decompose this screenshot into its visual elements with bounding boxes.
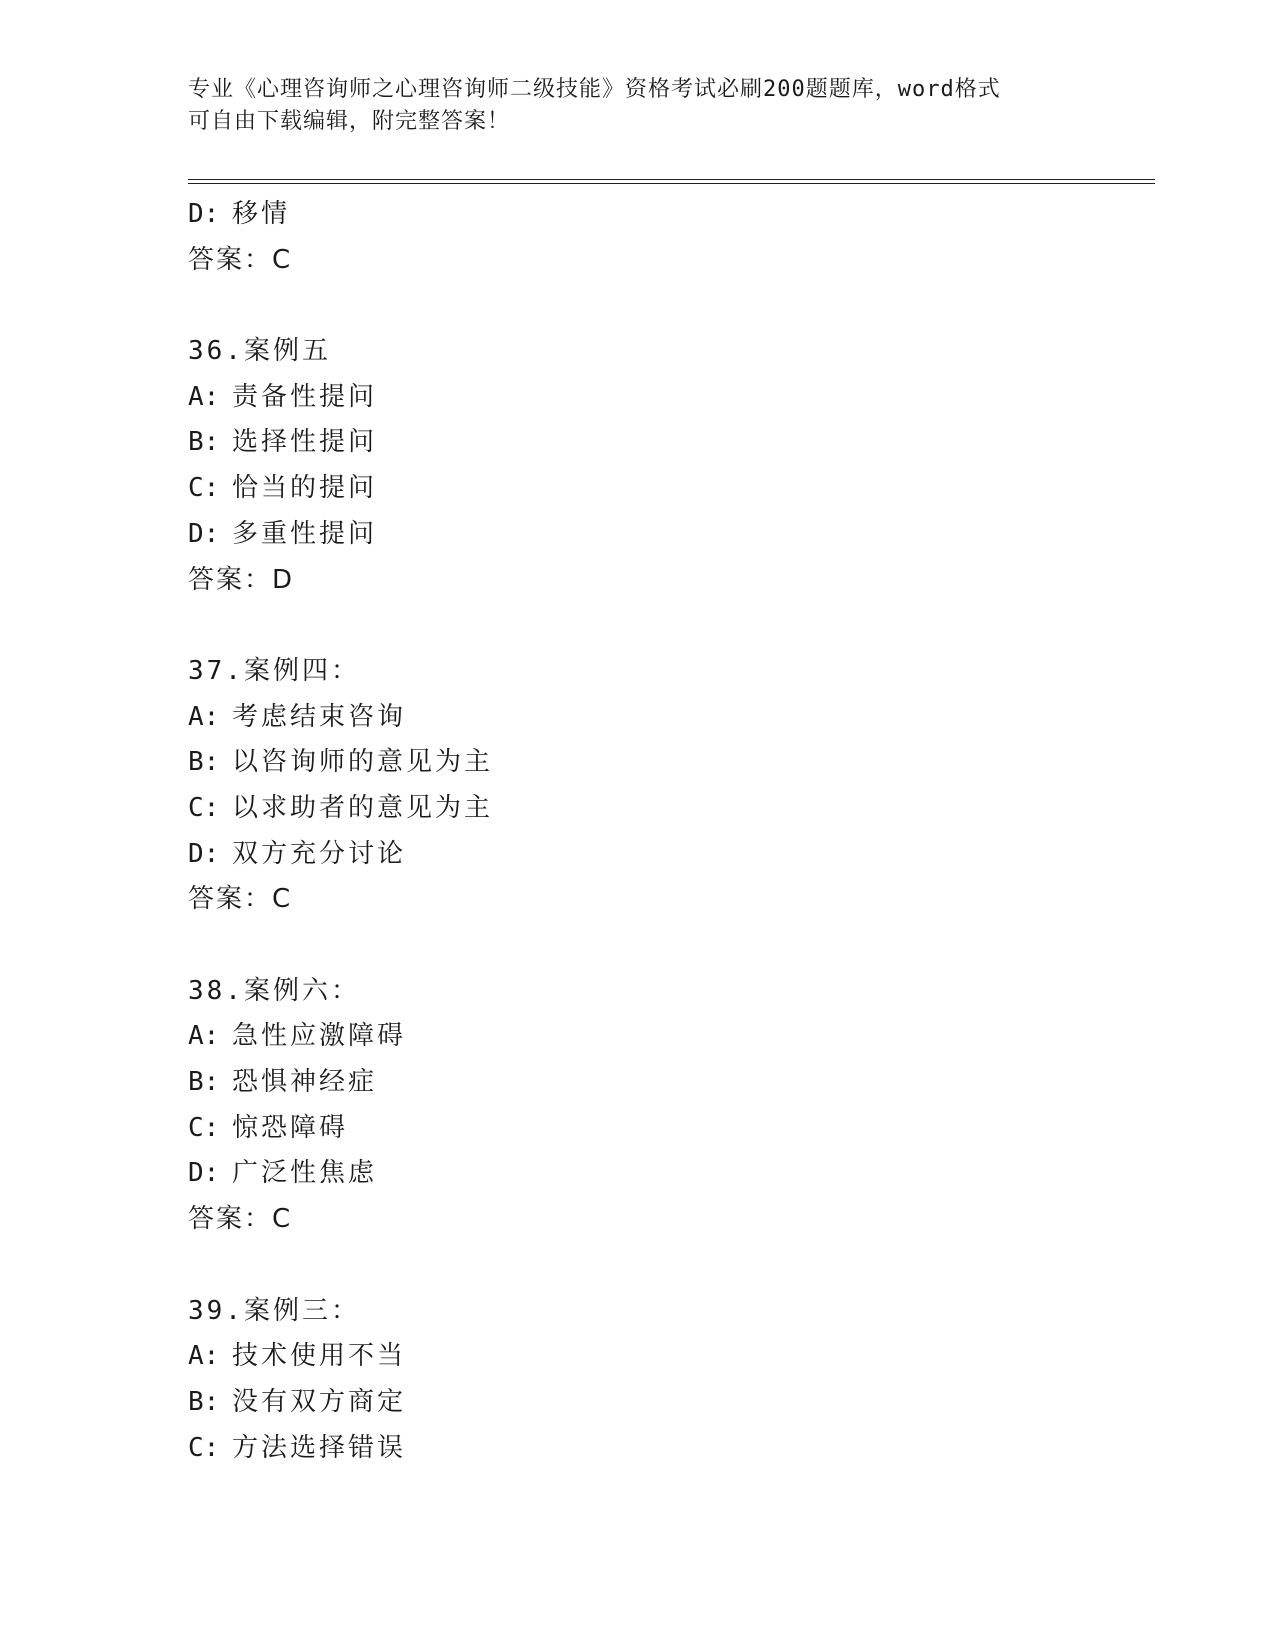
option-line [188, 1106, 1148, 1152]
option-letter: D: [188, 199, 220, 229]
answer-line: 答案：C [188, 244, 293, 275]
option-text: 双方充分讨论 [232, 838, 407, 869]
option-line [188, 1334, 1148, 1380]
option-letter: C: [188, 1112, 220, 1143]
header-rule-bottom [188, 183, 1155, 184]
question-title: 36.案例五 [188, 336, 331, 367]
option-letter: B: [188, 1386, 220, 1417]
option-text: 技术使用不当 [232, 1341, 407, 1372]
answer-line: 答案：D [188, 564, 295, 595]
option-text: 惊恐障碍 [232, 1112, 349, 1143]
header-line-2: 可自由下载编辑，附完整答案！ [188, 109, 511, 134]
option-text: 责备性提问 [232, 381, 378, 412]
answer-line: 答案：C [188, 1204, 293, 1235]
option-text: 恐惧神经症 [232, 1067, 378, 1098]
option-line [188, 1151, 1148, 1197]
option-letter: C: [188, 1432, 220, 1463]
option-text: 广泛性焦虑 [232, 1158, 378, 1189]
option-line [188, 420, 1148, 466]
option-line [188, 1014, 1148, 1060]
option-letter: A: [188, 1021, 220, 1052]
option-text: 急性应激障碍 [232, 1021, 407, 1052]
option-line [188, 512, 1148, 558]
question-title: 39.案例三： [188, 1295, 360, 1326]
option-line [188, 786, 1148, 832]
option-letter: D: [188, 838, 220, 869]
option-letter: A: [188, 381, 220, 412]
option-letter: A: [188, 701, 220, 732]
option-letter: C: [188, 473, 220, 504]
option-line [188, 695, 1148, 741]
option-line [188, 1380, 1148, 1426]
option-letter: B: [188, 1067, 220, 1098]
spacer [188, 603, 1148, 649]
option-text: 以咨询师的意见为主 [232, 747, 494, 778]
option-letter: C: [188, 792, 220, 823]
option-text: 没有双方商定 [232, 1386, 407, 1417]
option-text: 选择性提问 [232, 427, 378, 458]
option-text: 以求助者的意见为主 [232, 792, 494, 823]
option-letter: A: [188, 1341, 220, 1372]
option-line [188, 832, 1148, 878]
option-line [188, 375, 1148, 421]
option-letter: D: [188, 518, 220, 549]
question-list [188, 192, 1148, 1471]
option-line [188, 466, 1148, 512]
option-line [188, 1426, 1148, 1472]
option-line [188, 192, 1148, 238]
header-rule-top [188, 179, 1155, 180]
question-title: 38.案例六： [188, 975, 360, 1006]
option-text: 多重性提问 [232, 518, 378, 549]
option-letter: B: [188, 427, 220, 458]
option-text: 考虑结束咨询 [232, 701, 407, 732]
answer-line: 答案：C [188, 884, 293, 915]
spacer [188, 1243, 1148, 1289]
option-text: 方法选择错误 [232, 1432, 407, 1463]
option-line [188, 1060, 1148, 1106]
spacer [188, 283, 1148, 329]
option-letter: B: [188, 747, 220, 778]
document-header [188, 74, 1088, 138]
question-title: 37.案例四： [188, 655, 360, 686]
spacer [188, 923, 1148, 969]
option-letter: D: [188, 1158, 220, 1189]
option-text: 恰当的提问 [232, 473, 378, 504]
header-line-1: 专业《心理咨询师之心理咨询师二级技能》资格考试必刷200题题库，word格式 [188, 77, 1001, 102]
option-text: 移情 [232, 199, 291, 229]
option-line [188, 740, 1148, 786]
